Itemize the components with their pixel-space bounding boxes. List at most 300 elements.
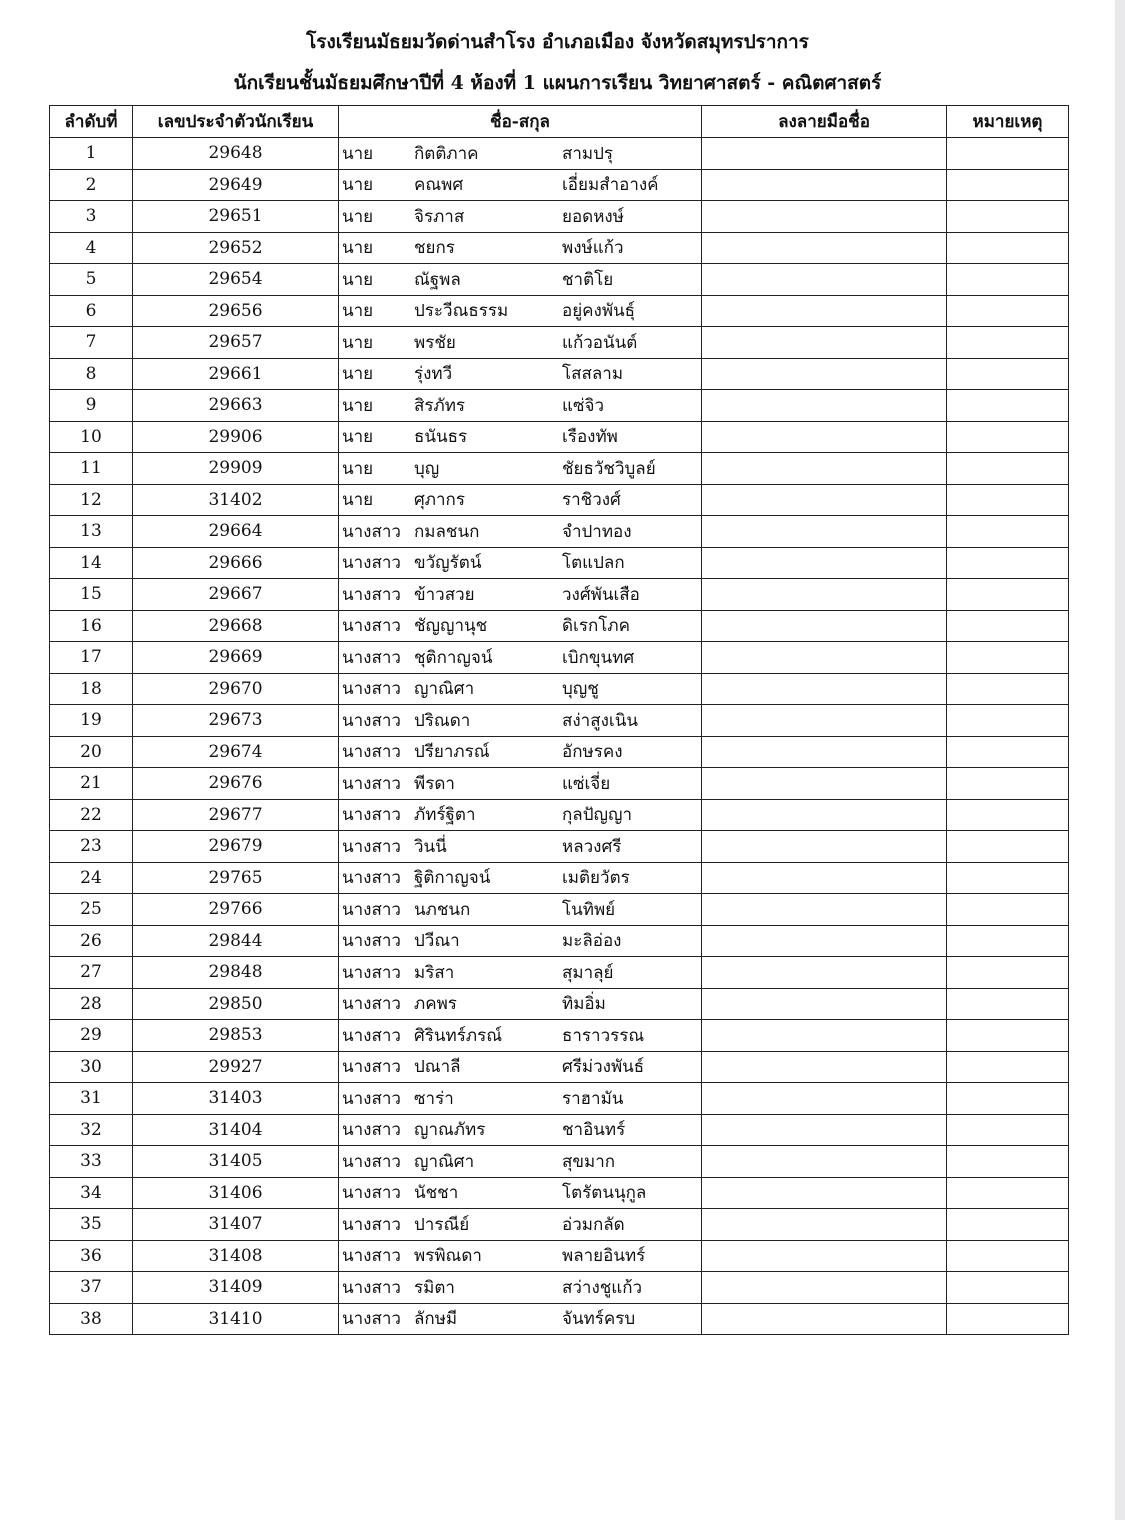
last-name: ทิมอิ่ม <box>562 994 606 1015</box>
row-number: 8 <box>50 358 133 390</box>
row-number: 30 <box>50 1051 133 1083</box>
row-number: 26 <box>50 925 133 957</box>
row-number: 21 <box>50 768 133 800</box>
table-row <box>50 516 1069 548</box>
table-row <box>50 862 1069 894</box>
signature-cell[interactable] <box>702 516 947 548</box>
first-name: ภคพร <box>414 994 457 1015</box>
table-row <box>50 988 1069 1020</box>
row-number: 11 <box>50 453 133 485</box>
student-name <box>339 705 702 737</box>
note-cell[interactable] <box>947 421 1069 453</box>
last-name: สามปรุ <box>562 143 614 164</box>
name-prefix: นางสาว <box>342 773 401 794</box>
note-cell[interactable] <box>947 1020 1069 1052</box>
row-number: 22 <box>50 799 133 831</box>
first-name: ญาณิศา <box>414 679 475 700</box>
student-name <box>339 1020 702 1052</box>
note-cell[interactable] <box>947 201 1069 233</box>
name-prefix: นางสาว <box>342 1025 401 1046</box>
table-row <box>50 264 1069 296</box>
first-name: ศิรินทร์ภรณ์ <box>414 1025 502 1046</box>
student-id: 29673 <box>133 705 339 737</box>
student-name <box>339 1051 702 1083</box>
signature-cell[interactable] <box>702 484 947 516</box>
student-name <box>339 831 702 863</box>
student-name <box>339 610 702 642</box>
student-name <box>339 862 702 894</box>
first-name: พรพิณดา <box>414 1246 482 1267</box>
col-header-student-id: เลขประจำตัวนักเรียน <box>133 106 339 138</box>
student-name <box>339 673 702 705</box>
student-name <box>339 390 702 422</box>
student-name <box>339 327 702 359</box>
student-name <box>339 988 702 1020</box>
last-name: พลายอินทร์ <box>562 1246 646 1267</box>
signature-cell[interactable] <box>702 610 947 642</box>
signature-cell[interactable] <box>702 1209 947 1241</box>
col-header-number: ลำดับที่ <box>50 106 133 138</box>
last-name: สุขมาก <box>562 1151 616 1172</box>
row-number: 2 <box>50 169 133 201</box>
signature-cell[interactable] <box>702 232 947 264</box>
student-id: 29848 <box>133 957 339 989</box>
note-cell[interactable] <box>947 736 1069 768</box>
first-name: มริสา <box>414 962 455 983</box>
last-name: มะลิอ่อง <box>562 931 622 952</box>
first-name: ประวีณธรรม <box>414 301 509 322</box>
name-prefix: นางสาว <box>342 1088 401 1109</box>
note-cell[interactable] <box>947 453 1069 485</box>
note-cell[interactable] <box>947 516 1069 548</box>
table-row <box>50 547 1069 579</box>
signature-cell[interactable] <box>702 1020 947 1052</box>
name-prefix: นาย <box>342 395 374 416</box>
student-name <box>339 642 702 674</box>
student-id: 29927 <box>133 1051 339 1083</box>
last-name: จันทร์ครบ <box>562 1309 636 1330</box>
name-prefix: นางสาว <box>342 710 401 731</box>
table-row <box>50 358 1069 390</box>
student-id: 29656 <box>133 295 339 327</box>
first-name: ฐิติกาญจน์ <box>414 868 491 889</box>
note-cell[interactable] <box>947 295 1069 327</box>
name-prefix: นาย <box>342 269 374 290</box>
note-cell[interactable] <box>947 988 1069 1020</box>
student-id: 29906 <box>133 421 339 453</box>
table-row <box>50 390 1069 422</box>
first-name: ปรียาภรณ์ <box>414 742 490 763</box>
signature-cell[interactable] <box>702 421 947 453</box>
first-name: ชยกร <box>414 238 455 259</box>
student-id: 29677 <box>133 799 339 831</box>
name-prefix: นาย <box>342 458 374 479</box>
note-cell[interactable] <box>947 358 1069 390</box>
last-name: สง่าสูงเนิน <box>562 710 638 731</box>
row-number: 7 <box>50 327 133 359</box>
first-name: จิรภาส <box>414 206 465 227</box>
student-id: 29765 <box>133 862 339 894</box>
name-prefix: นางสาว <box>342 1246 401 1267</box>
note-cell[interactable] <box>947 1240 1069 1272</box>
first-name: ณัฐพล <box>414 269 461 290</box>
signature-cell[interactable] <box>702 327 947 359</box>
student-id: 29844 <box>133 925 339 957</box>
name-prefix: นางสาว <box>342 1183 401 1204</box>
signature-cell[interactable] <box>702 1051 947 1083</box>
signature-cell[interactable] <box>702 1114 947 1146</box>
table-header-row <box>50 106 1069 138</box>
last-name: ดิเรกโภค <box>562 616 630 637</box>
row-number: 19 <box>50 705 133 737</box>
row-number: 20 <box>50 736 133 768</box>
student-id: 29663 <box>133 390 339 422</box>
last-name: ราชิวงศ์ <box>562 490 621 511</box>
note-cell[interactable] <box>947 1272 1069 1304</box>
first-name: ปณาลี <box>414 1057 461 1078</box>
row-number: 18 <box>50 673 133 705</box>
student-id: 29670 <box>133 673 339 705</box>
row-number: 27 <box>50 957 133 989</box>
first-name: พรชัย <box>414 332 456 353</box>
table-row <box>50 705 1069 737</box>
student-name <box>339 201 702 233</box>
last-name: เอี่ยมสำอางค์ <box>562 175 659 196</box>
signature-cell[interactable] <box>702 579 947 611</box>
student-id: 29766 <box>133 894 339 926</box>
last-name: ยอดหงษ์ <box>562 206 624 227</box>
row-number: 33 <box>50 1146 133 1178</box>
name-prefix: นางสาว <box>342 931 401 952</box>
last-name: กุลปัญญา <box>562 805 633 826</box>
col-header-name: ชื่อ-สกุล <box>339 106 702 138</box>
student-id: 29654 <box>133 264 339 296</box>
note-cell[interactable] <box>947 1083 1069 1115</box>
last-name: ชาติโย <box>562 269 614 290</box>
student-name <box>339 579 702 611</box>
note-cell[interactable] <box>947 1303 1069 1335</box>
last-name: เมติยวัตร <box>562 868 630 889</box>
signature-cell[interactable] <box>702 1240 947 1272</box>
row-number: 17 <box>50 642 133 674</box>
signature-cell[interactable] <box>702 768 947 800</box>
row-number: 6 <box>50 295 133 327</box>
row-number: 38 <box>50 1303 133 1335</box>
name-prefix: นาย <box>342 364 374 385</box>
student-id: 31408 <box>133 1240 339 1272</box>
last-name: ชาอินทร์ <box>562 1120 626 1141</box>
note-cell[interactable] <box>947 1177 1069 1209</box>
last-name: เบิกขุนทศ <box>562 647 635 668</box>
student-name <box>339 957 702 989</box>
signature-cell[interactable] <box>702 988 947 1020</box>
table-row <box>50 957 1069 989</box>
last-name: พงษ์แก้ว <box>562 238 624 259</box>
student-name <box>339 516 702 548</box>
name-prefix: นางสาว <box>342 994 401 1015</box>
table-row <box>50 1272 1069 1304</box>
note-cell[interactable] <box>947 768 1069 800</box>
student-id: 31403 <box>133 1083 339 1115</box>
student-id: 31407 <box>133 1209 339 1241</box>
signature-cell[interactable] <box>702 705 947 737</box>
signature-cell[interactable] <box>702 201 947 233</box>
student-name <box>339 264 702 296</box>
student-id: 31405 <box>133 1146 339 1178</box>
student-name <box>339 232 702 264</box>
row-number: 12 <box>50 484 133 516</box>
row-number: 16 <box>50 610 133 642</box>
last-name: บุญชู <box>562 679 599 700</box>
table-row <box>50 1177 1069 1209</box>
signature-cell[interactable] <box>702 862 947 894</box>
student-name <box>339 547 702 579</box>
signature-cell[interactable] <box>702 925 947 957</box>
student-id: 29667 <box>133 579 339 611</box>
first-name: ชุติกาญจน์ <box>414 647 493 668</box>
signature-cell[interactable] <box>702 1272 947 1304</box>
first-name: ปารณีย์ <box>414 1214 470 1235</box>
student-name <box>339 453 702 485</box>
note-cell[interactable] <box>947 1146 1069 1178</box>
student-name <box>339 1240 702 1272</box>
table-row <box>50 768 1069 800</box>
student-id: 29666 <box>133 547 339 579</box>
student-name <box>339 358 702 390</box>
row-number: 4 <box>50 232 133 264</box>
row-number: 24 <box>50 862 133 894</box>
row-number: 37 <box>50 1272 133 1304</box>
name-prefix: นางสาว <box>342 553 401 574</box>
first-name: ข้าวสวย <box>414 584 475 605</box>
row-number: 13 <box>50 516 133 548</box>
note-cell[interactable] <box>947 390 1069 422</box>
name-prefix: นาย <box>342 490 374 511</box>
first-name: ลักษมี <box>414 1309 458 1330</box>
first-name: รมิตา <box>414 1277 455 1298</box>
student-id: 29674 <box>133 736 339 768</box>
first-name: สิรภัทร <box>414 395 466 416</box>
row-number: 29 <box>50 1020 133 1052</box>
row-number: 32 <box>50 1114 133 1146</box>
row-number: 25 <box>50 894 133 926</box>
student-id: 31402 <box>133 484 339 516</box>
student-id: 29909 <box>133 453 339 485</box>
last-name: เรืองทัพ <box>562 427 618 448</box>
signature-cell[interactable] <box>702 295 947 327</box>
student-name <box>339 1303 702 1335</box>
student-name <box>339 925 702 957</box>
signature-cell[interactable] <box>702 957 947 989</box>
name-prefix: นาย <box>342 427 374 448</box>
row-number: 31 <box>50 1083 133 1115</box>
student-id: 29850 <box>133 988 339 1020</box>
last-name: แซ่เจี่ย <box>562 773 611 794</box>
student-id: 29649 <box>133 169 339 201</box>
note-cell[interactable] <box>947 264 1069 296</box>
name-prefix: นาย <box>342 332 374 353</box>
name-prefix: นางสาว <box>342 962 401 983</box>
row-number: 9 <box>50 390 133 422</box>
last-name: ราฮามัน <box>562 1088 624 1109</box>
note-cell[interactable] <box>947 831 1069 863</box>
table-row <box>50 169 1069 201</box>
signature-cell[interactable] <box>702 831 947 863</box>
table-row <box>50 1020 1069 1052</box>
signature-cell[interactable] <box>702 673 947 705</box>
last-name: สว่างชูแก้ว <box>562 1277 643 1298</box>
note-cell[interactable] <box>947 579 1069 611</box>
student-name <box>339 295 702 327</box>
first-name: ชัญญานุช <box>414 616 488 637</box>
first-name: คณพศ <box>414 175 464 196</box>
last-name: ชัยธวัชวิบูลย์ <box>562 458 656 479</box>
first-name: ขวัญรัตน์ <box>414 553 482 574</box>
student-id: 29657 <box>133 327 339 359</box>
first-name: กิตติภาค <box>414 143 479 164</box>
class-title: นักเรียนชั้นมัธยมศึกษาปีที่ 4 ห้องที่ 1 แผนการเรียน วิทยาศาสตร์ - คณิตศาสตร์ <box>233 72 882 94</box>
table-row <box>50 295 1069 327</box>
last-name: หลวงศรี <box>562 836 622 857</box>
table-row <box>50 484 1069 516</box>
signature-cell[interactable] <box>702 1083 947 1115</box>
name-prefix: นางสาว <box>342 1214 401 1235</box>
student-id: 29661 <box>133 358 339 390</box>
signature-cell[interactable] <box>702 453 947 485</box>
note-cell[interactable] <box>947 232 1069 264</box>
note-cell[interactable] <box>947 169 1069 201</box>
row-number: 10 <box>50 421 133 453</box>
table-row <box>50 201 1069 233</box>
student-name <box>339 1209 702 1241</box>
name-prefix: นาย <box>342 301 374 322</box>
row-number: 5 <box>50 264 133 296</box>
signature-cell[interactable] <box>702 1177 947 1209</box>
name-prefix: นางสาว <box>342 679 401 700</box>
student-id: 29669 <box>133 642 339 674</box>
name-prefix: นาย <box>342 175 374 196</box>
name-prefix: นาย <box>342 238 374 259</box>
note-cell[interactable] <box>947 1209 1069 1241</box>
student-name <box>339 138 702 170</box>
first-name: พีรดา <box>414 773 455 794</box>
table-row <box>50 1146 1069 1178</box>
note-cell[interactable] <box>947 327 1069 359</box>
last-name: ธาราวรรณ <box>562 1025 645 1046</box>
note-cell[interactable] <box>947 484 1069 516</box>
last-name: โตแปลก <box>562 553 625 574</box>
row-number: 14 <box>50 547 133 579</box>
student-id: 29679 <box>133 831 339 863</box>
note-cell[interactable] <box>947 610 1069 642</box>
note-cell[interactable] <box>947 642 1069 674</box>
row-number: 28 <box>50 988 133 1020</box>
first-name: รุ่งทวี <box>414 364 453 385</box>
note-cell[interactable] <box>947 1051 1069 1083</box>
table-row <box>50 642 1069 674</box>
note-cell[interactable] <box>947 862 1069 894</box>
first-name: วินนี่ <box>414 836 447 857</box>
name-prefix: นางสาว <box>342 805 401 826</box>
table-row <box>50 579 1069 611</box>
table-row <box>50 1083 1069 1115</box>
name-prefix: นางสาว <box>342 616 401 637</box>
signature-cell[interactable] <box>702 1146 947 1178</box>
student-id: 29652 <box>133 232 339 264</box>
signature-cell[interactable] <box>702 547 947 579</box>
signature-cell[interactable] <box>702 358 947 390</box>
note-cell[interactable] <box>947 1114 1069 1146</box>
signature-cell[interactable] <box>702 169 947 201</box>
signature-cell[interactable] <box>702 264 947 296</box>
last-name: โสสลาม <box>562 364 624 385</box>
first-name: ปวีณา <box>414 931 460 952</box>
last-name: แซ่จิว <box>562 395 605 416</box>
note-cell[interactable] <box>947 138 1069 170</box>
row-number: 35 <box>50 1209 133 1241</box>
name-prefix: นาย <box>342 206 374 227</box>
signature-cell[interactable] <box>702 799 947 831</box>
last-name: วงศ์พันเสือ <box>562 584 640 605</box>
signature-cell[interactable] <box>702 1303 947 1335</box>
last-name: โตรัตนนุกูล <box>562 1183 647 1204</box>
first-name: กมลชนก <box>414 521 480 542</box>
signature-cell[interactable] <box>702 390 947 422</box>
name-prefix: นางสาว <box>342 1120 401 1141</box>
table-row <box>50 327 1069 359</box>
note-cell[interactable] <box>947 799 1069 831</box>
student-id: 29664 <box>133 516 339 548</box>
student-id: 29651 <box>133 201 339 233</box>
student-id: 29676 <box>133 768 339 800</box>
table-row <box>50 1051 1069 1083</box>
note-cell[interactable] <box>947 547 1069 579</box>
first-name: ภัทร์ฐิตา <box>414 805 476 826</box>
first-name: ศุภากร <box>414 490 465 511</box>
note-cell[interactable] <box>947 894 1069 926</box>
note-cell[interactable] <box>947 925 1069 957</box>
note-cell[interactable] <box>947 957 1069 989</box>
student-name <box>339 1083 702 1115</box>
last-name: อ่วมกลัด <box>562 1214 625 1235</box>
signature-cell[interactable] <box>702 736 947 768</box>
row-number: 23 <box>50 831 133 863</box>
table-row <box>50 799 1069 831</box>
signature-cell[interactable] <box>702 894 947 926</box>
signature-cell[interactable] <box>702 642 947 674</box>
note-cell[interactable] <box>947 705 1069 737</box>
name-prefix: นางสาว <box>342 868 401 889</box>
name-prefix: นางสาว <box>342 1057 401 1078</box>
table-row <box>50 421 1069 453</box>
first-name: บุญ <box>414 458 440 479</box>
table-row <box>50 831 1069 863</box>
first-name: ปริณดา <box>414 710 471 731</box>
note-cell[interactable] <box>947 673 1069 705</box>
first-name: ญาณิศา <box>414 1151 475 1172</box>
table-row <box>50 232 1069 264</box>
table-row <box>50 453 1069 485</box>
table-body <box>50 138 1069 1335</box>
col-header-signature: ลงลายมือชื่อ <box>702 106 947 138</box>
last-name: ศรีม่วงพันธ์ <box>562 1057 645 1078</box>
first-name: ซาร่า <box>414 1088 454 1109</box>
first-name: ญาณภัทร <box>414 1120 486 1141</box>
student-name <box>339 768 702 800</box>
signature-cell[interactable] <box>702 138 947 170</box>
student-name <box>339 169 702 201</box>
table-row <box>50 1114 1069 1146</box>
